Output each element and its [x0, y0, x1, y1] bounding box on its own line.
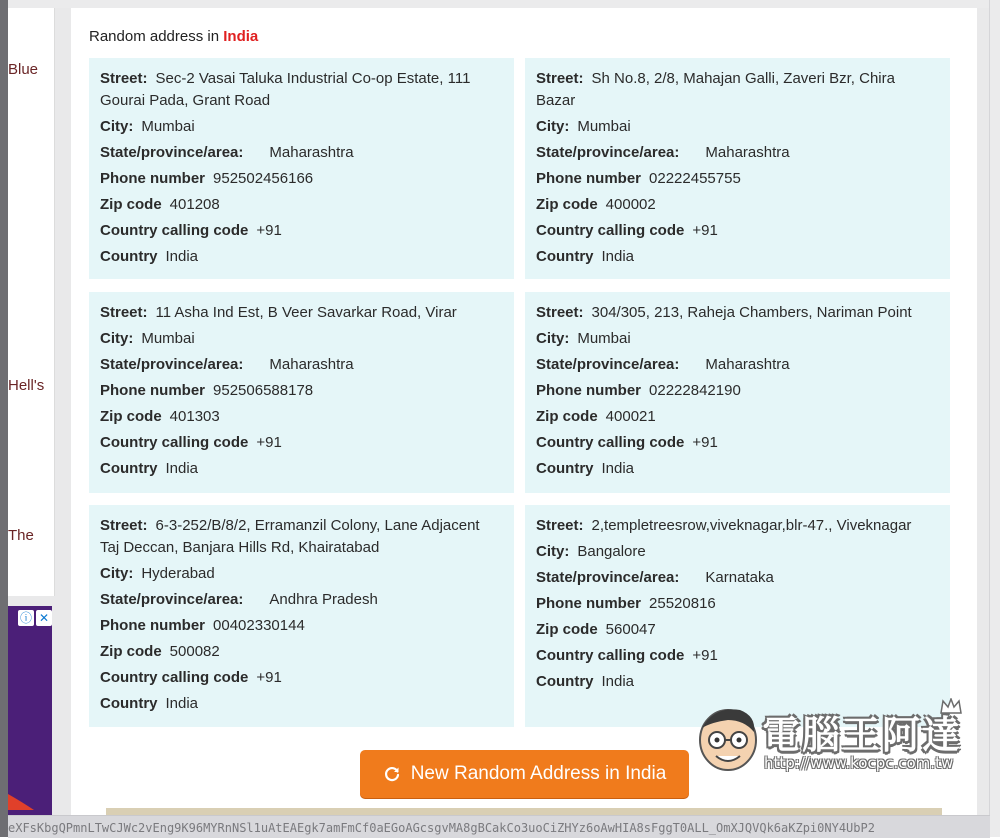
zip-row	[536, 194, 939, 216]
city-label: City:	[536, 330, 570, 347]
state-value: Karnataka	[705, 569, 774, 586]
phone-value: 952502456166	[213, 170, 314, 187]
city-value: Bangalore	[577, 543, 646, 560]
street-row	[536, 515, 939, 537]
calling-label: Country calling code	[100, 434, 249, 451]
city-label: City:	[536, 543, 570, 560]
city-label: City:	[100, 330, 134, 347]
street-value: 6-3-252/B/8/2, Erramanzil Colony, Lane Adjacent	[155, 517, 480, 534]
country-value: India	[601, 460, 635, 477]
street-value: 304/305, 213, Raheja Chambers, Nariman Point	[591, 304, 912, 321]
phone-value: 02222842190	[649, 382, 741, 399]
bottom-status-strip	[8, 815, 990, 838]
street-label: Street:	[100, 304, 148, 321]
country-label: Country	[536, 673, 594, 690]
country-label: Country	[100, 695, 158, 712]
calling-value: +91	[256, 669, 282, 686]
calling-row	[536, 645, 939, 667]
calling-label: Country calling code	[536, 647, 685, 664]
state-row	[536, 567, 939, 589]
zip-row	[100, 641, 503, 663]
close-icon[interactable]: ✕	[36, 610, 52, 626]
address-card	[89, 505, 514, 727]
state-label: State/province/area:	[536, 144, 680, 161]
country-row	[536, 458, 939, 480]
frame-top-border	[0, 0, 1000, 8]
zip-label: Zip code	[536, 196, 598, 213]
page-heading	[89, 28, 258, 45]
city-label: City:	[100, 118, 134, 135]
phone-value: 00402330144	[213, 617, 305, 634]
country-row	[536, 246, 939, 268]
country-value: India	[601, 248, 635, 265]
phone-label: Phone number	[100, 382, 206, 399]
state-row	[100, 589, 503, 611]
street-row	[100, 302, 503, 324]
street-label: Street:	[100, 517, 148, 534]
street-value: Sec-2 Vasai Taluka Industrial Co-op Estate, 111	[155, 70, 471, 87]
calling-value: +91	[256, 434, 282, 451]
phone-row	[100, 615, 503, 637]
calling-label: Country calling code	[100, 669, 249, 686]
street-row	[100, 68, 503, 112]
zip-label: Zip code	[100, 408, 162, 425]
city-value: Mumbai	[141, 118, 195, 135]
main-content	[71, 8, 977, 816]
calling-row	[536, 432, 939, 454]
sidebar-link-2[interactable]: Hell's	[8, 377, 45, 394]
address-card	[525, 292, 950, 493]
frame-left-border	[0, 0, 8, 837]
street-label: Street:	[100, 70, 148, 87]
country-label: Country	[100, 248, 158, 265]
calling-row	[100, 432, 503, 454]
country-label: Country	[536, 248, 594, 265]
country-row	[100, 458, 503, 480]
state-value: Maharashtra	[705, 356, 790, 373]
zip-row	[536, 619, 939, 641]
heading-prefix: Random address in	[89, 28, 220, 45]
calling-row	[536, 220, 939, 242]
mascot-face-icon	[694, 698, 764, 776]
ad-controls	[8, 610, 52, 626]
sidebar-link-1[interactable]: Blue	[8, 61, 39, 78]
heading-country: India	[223, 28, 259, 45]
calling-value: +91	[256, 222, 282, 239]
street-row	[100, 515, 503, 559]
phone-row	[536, 168, 939, 190]
city-label: City:	[100, 565, 134, 582]
bottom-strip-text: eXFsKbgQPmnLTwCJWc2vEng9K96MYRnNSl1uAtEAEgk7amFmCf0aEGoAGcsgvMA8gBCakCo3uoCiZHYz6oAwHIA8sFggT0ALL_OmXJQVQk6aKZpi0NY4UbP2	[8, 821, 875, 835]
frame-right-border	[989, 0, 1000, 837]
city-row	[100, 116, 503, 138]
calling-row	[100, 220, 503, 242]
street-row	[536, 302, 939, 324]
info-icon[interactable]: ⓘ	[19, 611, 32, 625]
watermark-brand: 電腦王阿達	[762, 713, 963, 757]
street-value-line2: Gourai Pada, Grant Road	[100, 92, 271, 109]
new-random-address-label: New Random Address in India	[410, 763, 667, 784]
watermark-logo	[694, 698, 966, 776]
city-value: Mumbai	[577, 330, 631, 347]
watermark-url: http://www.kocpc.com.tw	[764, 754, 954, 772]
zip-value: 401303	[169, 408, 220, 425]
phone-value: 952506588178	[213, 382, 314, 399]
calling-value: +91	[692, 222, 718, 239]
state-label: State/province/area:	[536, 569, 680, 586]
street-value: 11 Asha Ind Est, B Veer Savarkar Road, Virar	[155, 304, 457, 321]
phone-row	[536, 380, 939, 402]
city-row	[536, 328, 939, 350]
zip-value: 401208	[169, 196, 220, 213]
city-value: Mumbai	[577, 118, 631, 135]
phone-row	[536, 593, 939, 615]
zip-row	[100, 406, 503, 428]
street-value-line2: Taj Deccan, Banjara Hills Rd, Khairatabad	[100, 539, 380, 556]
country-value: India	[165, 695, 199, 712]
country-value: India	[165, 248, 199, 265]
state-label: State/province/area:	[100, 144, 244, 161]
zip-value: 400002	[605, 196, 656, 213]
address-card	[89, 292, 514, 493]
calling-label: Country calling code	[536, 222, 685, 239]
country-row	[536, 671, 939, 693]
address-card	[525, 505, 950, 727]
zip-value: 400021	[605, 408, 656, 425]
state-value: Maharashtra	[269, 356, 354, 373]
city-value: Hyderabad	[141, 565, 215, 582]
calling-value: +91	[692, 434, 718, 451]
zip-label: Zip code	[100, 196, 162, 213]
state-label: State/province/area:	[536, 356, 680, 373]
calling-label: Country calling code	[536, 434, 685, 451]
state-row	[536, 354, 939, 376]
phone-value: 25520816	[649, 595, 716, 612]
country-value: India	[601, 673, 635, 690]
phone-label: Phone number	[536, 170, 642, 187]
left-sidebar-panel	[8, 8, 55, 596]
country-row	[100, 246, 503, 268]
zip-label: Zip code	[100, 643, 162, 660]
city-row	[100, 328, 503, 350]
calling-value: +91	[692, 647, 718, 664]
phone-row	[100, 168, 503, 190]
state-row	[100, 142, 503, 164]
state-label: State/province/area:	[100, 356, 244, 373]
country-label: Country	[100, 460, 158, 477]
street-label: Street:	[536, 70, 584, 87]
city-row	[536, 116, 939, 138]
street-value-line2: Bazar	[536, 92, 576, 109]
sidebar-link-3[interactable]: The	[8, 527, 34, 544]
zip-label: Zip code	[536, 621, 598, 638]
phone-value: 02222455755	[649, 170, 741, 187]
state-value: Andhra Pradesh	[269, 591, 378, 608]
state-value: Maharashtra	[269, 144, 354, 161]
zip-row	[536, 406, 939, 428]
phone-label: Phone number	[536, 595, 642, 612]
street-label: Street:	[536, 304, 584, 321]
city-label: City:	[536, 118, 570, 135]
new-random-address-button[interactable]	[360, 750, 689, 798]
city-row	[100, 563, 503, 585]
phone-label: Phone number	[536, 382, 642, 399]
refresh-icon	[383, 765, 401, 783]
calling-row	[100, 667, 503, 689]
country-row	[100, 693, 503, 715]
country-label: Country	[536, 460, 594, 477]
city-row	[536, 541, 939, 563]
phone-label: Phone number	[100, 170, 206, 187]
ad-swoosh-icon	[8, 780, 38, 810]
address-card	[89, 58, 514, 279]
phone-label: Phone number	[100, 617, 206, 634]
zip-value: 500082	[169, 643, 220, 660]
state-row	[536, 142, 939, 164]
state-label: State/province/area:	[100, 591, 244, 608]
address-card	[525, 58, 950, 279]
state-row	[100, 354, 503, 376]
city-value: Mumbai	[141, 330, 195, 347]
street-value: Sh No.8, 2/8, Mahajan Galli, Zaveri Bzr, Chira	[591, 70, 895, 87]
street-label: Street:	[536, 517, 584, 534]
zip-value: 560047	[605, 621, 656, 638]
zip-label: Zip code	[536, 408, 598, 425]
zip-row	[100, 194, 503, 216]
street-value: 2,templetreesrow,viveknagar,blr-47., Viveknagar	[591, 517, 912, 534]
country-value: India	[165, 460, 199, 477]
phone-row	[100, 380, 503, 402]
calling-label: Country calling code	[100, 222, 249, 239]
state-value: Maharashtra	[705, 144, 790, 161]
street-row	[536, 68, 939, 112]
